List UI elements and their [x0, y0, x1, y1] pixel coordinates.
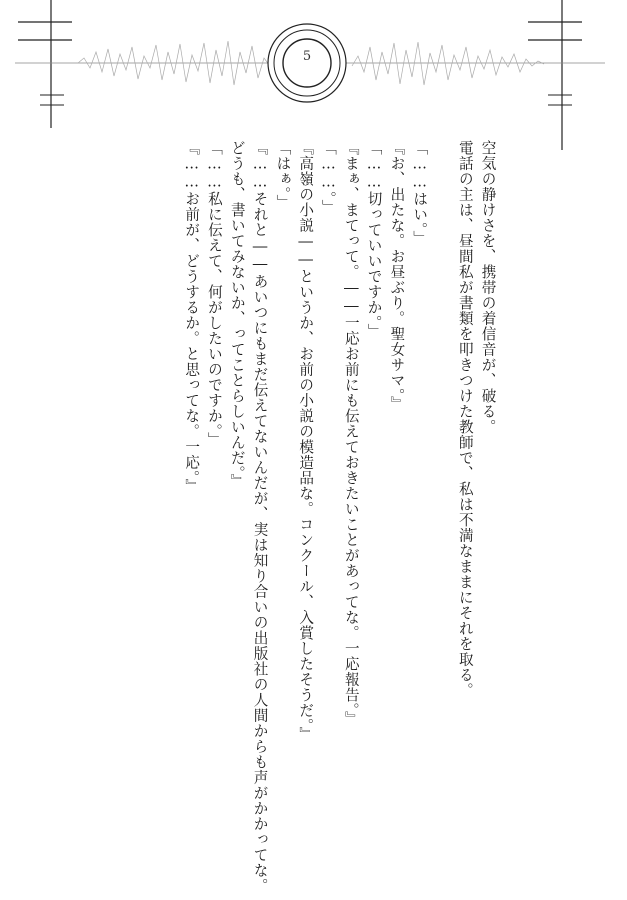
text-line: 『高嶺の小説――というか、お前の小説の模造品な。コンクール、入賞したそうだ。』: [297, 140, 315, 742]
text-line: 空気の静けさを、携帯の着信音が、破る。: [479, 140, 497, 435]
text-line: 「……私に伝えて、何がしたいのですか。」: [205, 140, 223, 448]
text-line: 『……それと――あいつにもまだ伝えてないんだが、実は知り合いの出版社の人間からも声がかかってな。: [251, 140, 269, 894]
page-number: 5: [302, 49, 312, 64]
text-line: 『まぁ、まてって。――一応お前にも伝えておきたいことがあってな。一応報告。』: [342, 140, 360, 727]
text-line: どうも、書いてみないか、ってことらしいんだ。』: [228, 140, 246, 490]
text-line: 「……はい。」: [411, 140, 429, 246]
text-line: 「……。」: [319, 140, 337, 215]
text-line: 『……お前が、どうするか。と思ってな。一応。』: [183, 140, 201, 494]
text-line: 「……切っていいですか。」: [365, 140, 383, 339]
text-line: 「はぁ。」: [274, 140, 292, 211]
text-line: 『お、出たな。お昼ぶり。聖女サマ。』: [388, 140, 406, 412]
text-line: 電話の主は、昼間私が書類を叩きつけた教師で、私は不満なままにそれを取る。: [456, 140, 474, 698]
